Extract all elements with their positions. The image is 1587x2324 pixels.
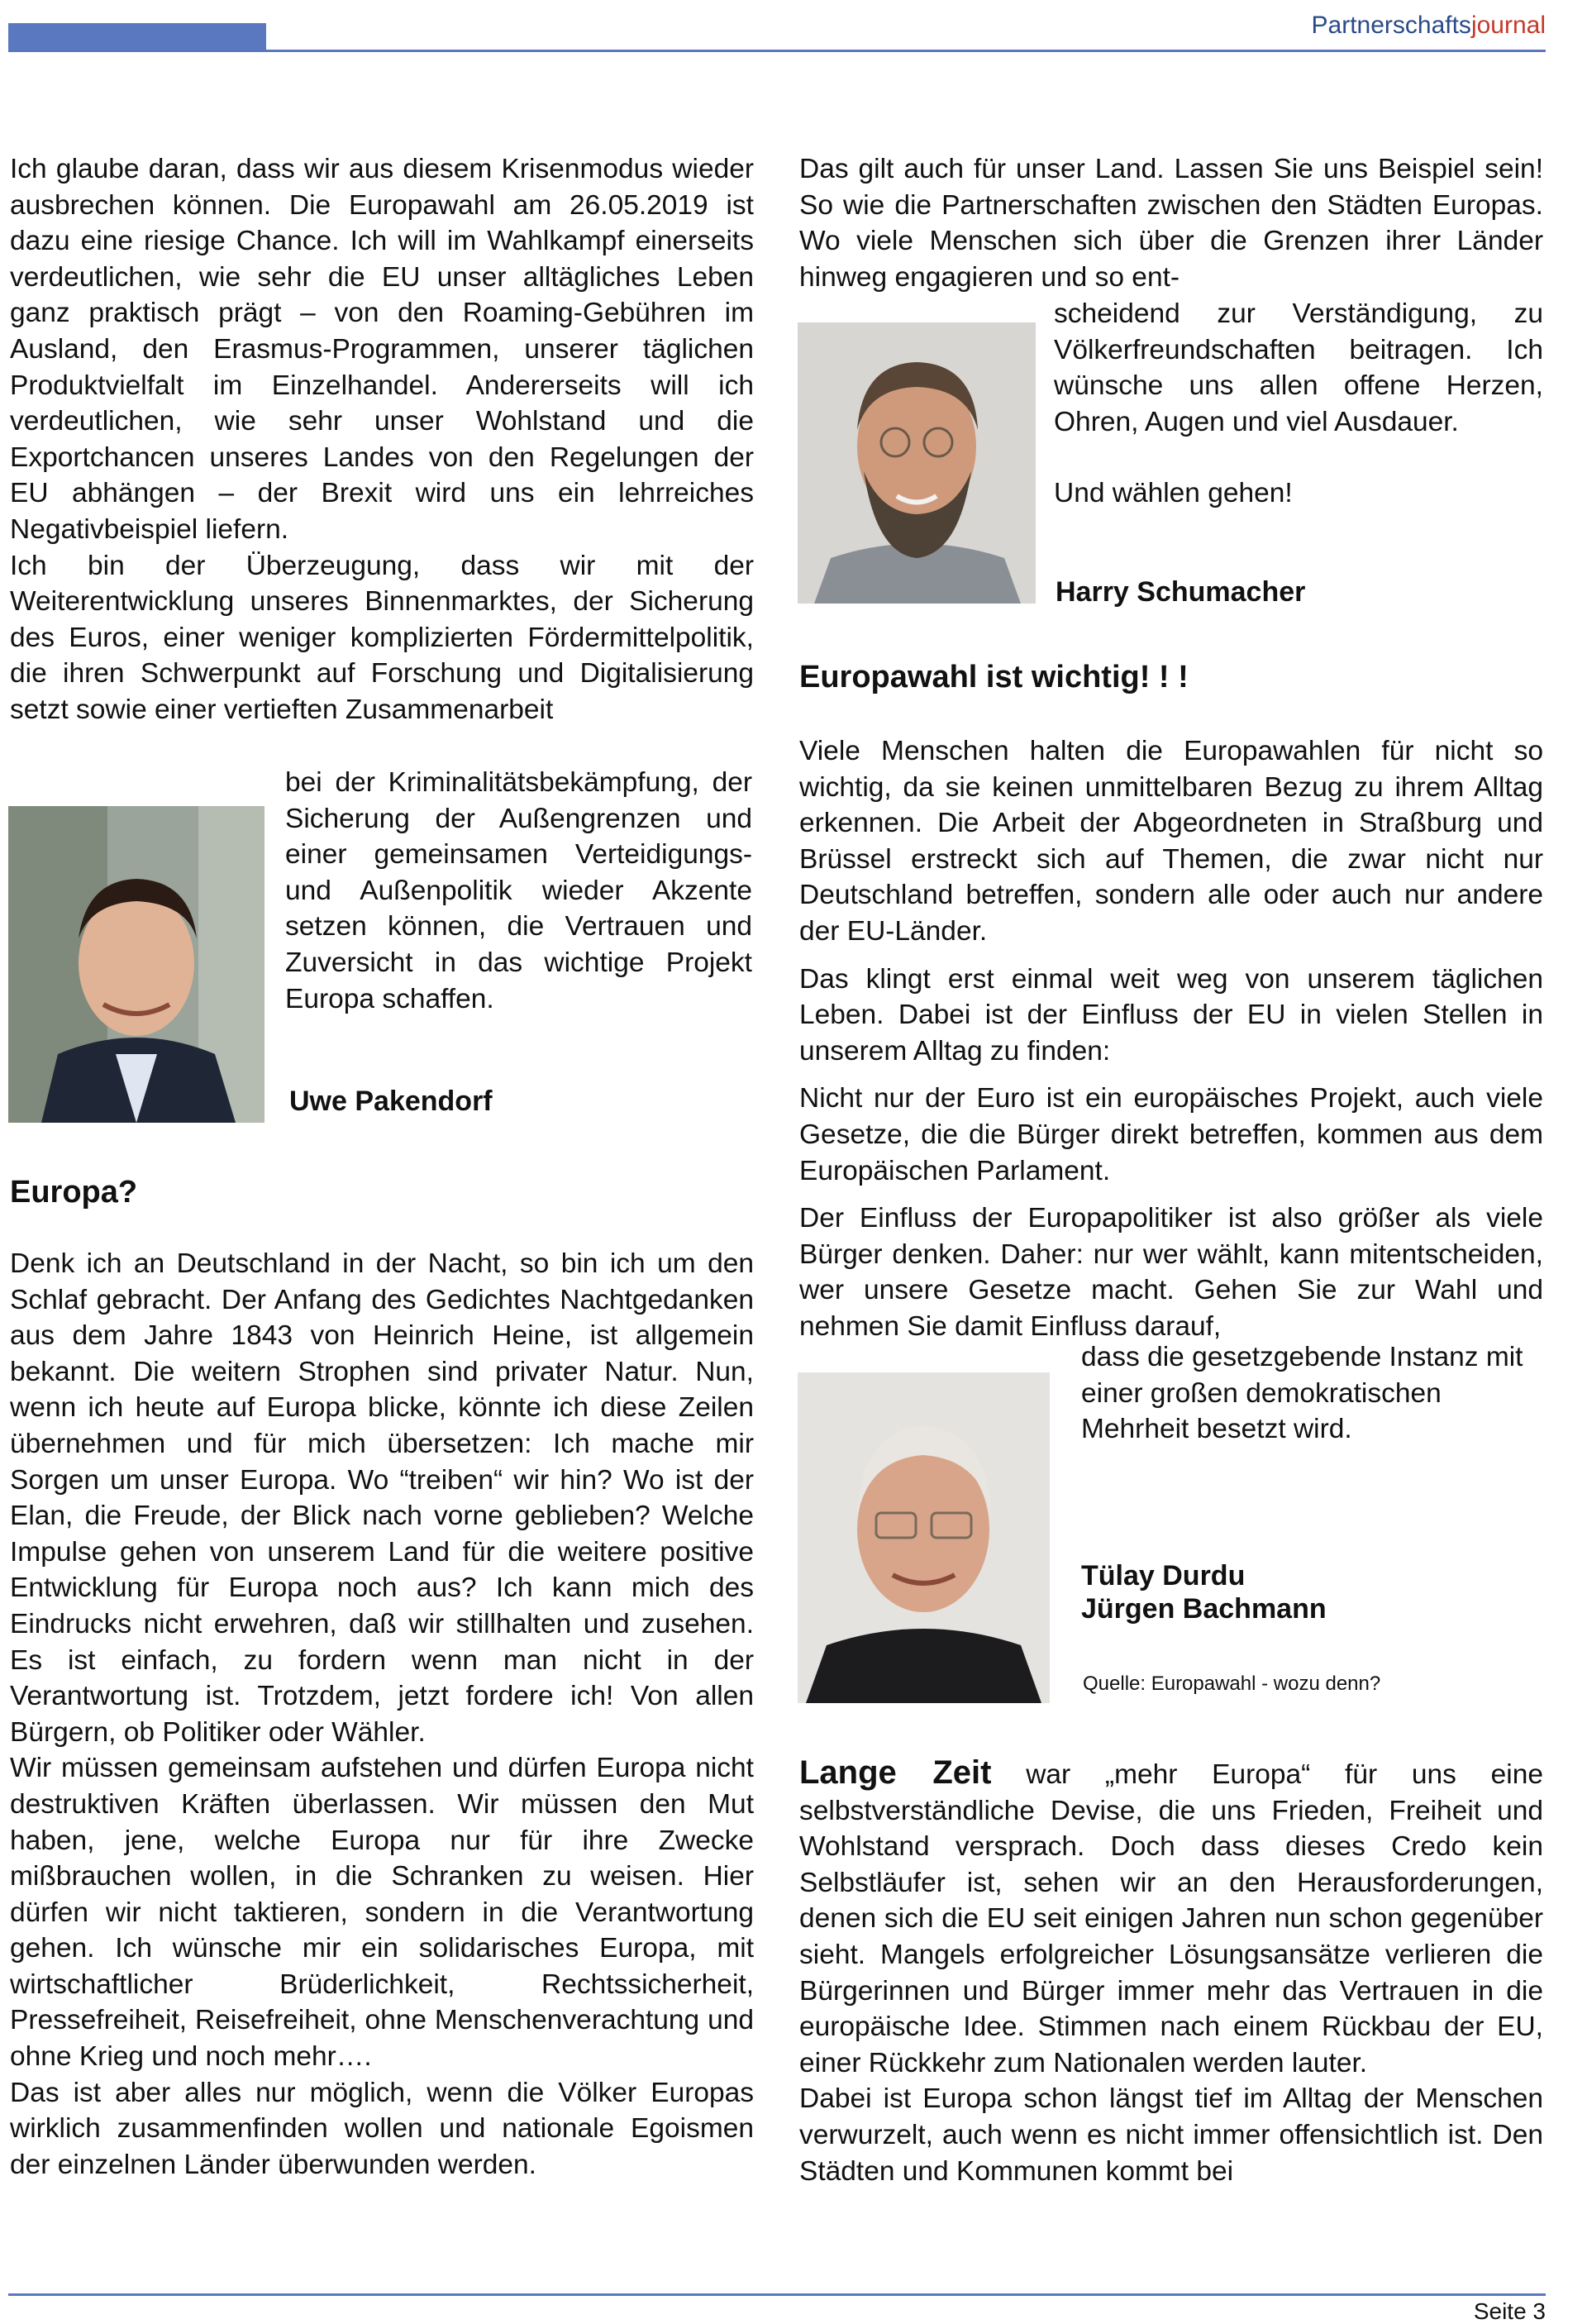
photo-juergen-bachmann xyxy=(798,1372,1050,1703)
paragraph xyxy=(799,1755,1543,2081)
photo-uwe-pakendorf xyxy=(8,806,264,1123)
paragraph: dass die gesetzgebende Instanz mit einer großen demokratischen Mehrheit besetzt wird. xyxy=(1081,1342,1523,1445)
paragraph: Und wählen gehen! xyxy=(1054,478,1293,509)
page-number: Seite 3 xyxy=(1473,2298,1546,2324)
paragraph: bei der Kriminalitätsbekämpfung, der Sicherung der Außengrenzen und einer gemeinsamen Verteidigungs- und Außenpolitik wieder Akzente setzen können, die Vertrauen und Zuversicht in das wichtige Projekt Europa schaffen. xyxy=(285,767,752,1014)
right-column-bottom xyxy=(799,1755,1543,2189)
paragraph: Nicht nur der Euro ist ein europäisches Projekt, auch viele Gesetze, die die Bürger direkt betreffen, kommen aus dem Europäischen Parlament. xyxy=(799,1083,1543,1186)
signature-durdu-bachmann xyxy=(1081,1559,1327,1625)
header-bar xyxy=(8,23,266,50)
heading-europawahl: Europawahl ist wichtig! ! ! xyxy=(799,660,1189,694)
heading-europa: Europa? xyxy=(10,1175,138,1210)
paragraph: Viele Menschen halten die Europawahlen für nicht so wichtig, da sie keinen unmittelbaren Bezug zu ihrem Alltag erkennen. Die Arbeit der Abgeordneten in Straßburg und Brüssel erstreckt sich auf Themen, die zwar nicht nur Deutschland betreffen, sondern alle oder auch nur andere der EU-Länder. xyxy=(799,736,1543,947)
signature-line: Tülay Durdu xyxy=(1081,1560,1246,1591)
title-part-2: journal xyxy=(1470,12,1546,39)
left-column-wrap xyxy=(285,765,752,1017)
paragraph: Das ist aber alles nur möglich, wenn die Völker Europas wirklich zusammenfinden wollen und nationale Egoismen der einzelnen Länder überwunden werden. xyxy=(10,2077,754,2180)
right-column-middle xyxy=(799,733,1543,1345)
source-note: Quelle: Europawahl - wozu denn? xyxy=(1083,1673,1381,1695)
paragraph: Das gilt auch für unser Land. Lassen Sie uns Beispiel sein! So wie die Partnerschaften zwischen den Städten Europas. Wo viele Menschen sich über die Grenzen ihrer Länder hinweg engagieren und so ent- xyxy=(799,154,1543,293)
right-column-wrap-2 xyxy=(1081,1339,1544,1448)
paragraph: scheidend zur Verständigung, zu Völkerfreundschaften beitragen. Ich wünsche uns allen offene Herzen, Ohren, Augen und viel Ausdauer. xyxy=(1054,298,1543,437)
paragraph: Denk ich an Deutschland in der Nacht, so bin ich um den Schlaf gebracht. Der Anfang des Gedichtes Nachtgedanken aus dem Jahre 1843 von Heinrich Heine, ist allgemein bekannt. Die weitern Strophen sind privater Natur. Nun, wenn ich heute auf Europa blicke, könnte ich diese Zeilen übernehmen und für mich übersetzen: Ich mache mir Sorgen um unser Europa. Wo “treiben“ wir hin? Wo ist der Elan, die Freude, der Blick nach vorne geblieben? Welche Impulse gehen von unserem Land für die weitere positive Entwicklung für Europa noch aus? Ich kann mich des Eindrucks nicht erwehren, daß wir stillhalten und zusehen. Es ist einfach, zu fordern wenn man nicht in der Verantwortung ist. Trotzdem, jetzt fordere ich! Von allen Bürgern, ob Politiker oder Wähler. xyxy=(10,1248,754,1748)
header-rule xyxy=(8,50,1546,52)
lead-text: war „mehr Europa“ für uns eine selbstverständliche Devise, die uns Frieden, Freiheit und Wohlstand versprach. Doch dass dieses Credo kein Selbstläufer ist, sehen wir an den Herausforderungen, denen sich die EU seit einigen Jahren nun schon gegenüber sieht. Mangels erfolgreicher Lösungsansätze verlieren die Bürgerinnen und Bürger immer mehr das Vertrauen in die europäische Idee. Stimmen nach einem Rückbau der EU, einer Rückkehr zum Nationalen werden lauter. xyxy=(799,1759,1543,2078)
signature-uwe-pakendorf: Uwe Pakendorf xyxy=(289,1086,493,1117)
signature-harry-schumacher: Harry Schumacher xyxy=(1056,576,1306,608)
left-column-bottom xyxy=(10,1246,754,2183)
lead-bold: Lange Zeit xyxy=(799,1754,992,1791)
publication-title xyxy=(1312,12,1546,40)
footer-rule xyxy=(8,2293,1546,2296)
right-column-wrap xyxy=(1054,296,1543,512)
signature-line: Jürgen Bachmann xyxy=(1081,1593,1327,1625)
paragraph: Der Einfluss der Europapolitiker ist also größer als viele Bürger denken. Daher: nur wer wählt, kann mitentscheiden, wer unsere Gesetze macht. Gehen Sie zur Wahl und nehmen Sie damit Einfluss darauf, xyxy=(799,1203,1543,1342)
paragraph: Ich bin der Überzeugung, dass wir mit der Weiterentwicklung unseres Binnenmarktes, der Sicherung des Euros, einer weniger komplizierten Fördermittelpolitik, die ihren Schwerpunkt auf Forschung und Digitalisierung setzt sowie einer vertieften Zusammenarbeit xyxy=(10,550,754,725)
right-column-top xyxy=(799,151,1543,295)
photo-harry-schumacher xyxy=(798,322,1036,604)
paragraph: Ich glaube daran, dass wir aus diesem Krisenmodus wieder ausbrechen können. Die Europawahl am 26.05.2019 ist dazu eine riesige Chance. Ich will im Wahlkampf einerseits verdeutlichen, wie sehr die EU unser alltägliches Leben ganz praktisch prägt – von den Roaming-Gebühren im Ausland, den Erasmus-Programmen, unserer täglichen Produktvielfalt im Einzelhandel. Andererseits will ich verdeutlichen, wie sehr unser Wohlstand und die Exportchancen unseres Landes von den Regelungen der EU abhängen – der Brexit wird uns ein lehrreiches Negativbeispiel liefern. xyxy=(10,154,754,545)
title-part-1: Partnerschafts xyxy=(1311,12,1471,39)
paragraph: Das klingt erst einmal weit weg von unserem täglichen Leben. Dabei ist der Einfluss der EU in vielen Stellen in unserem Alltag zu finden: xyxy=(799,963,1543,1067)
left-column-top xyxy=(10,151,754,728)
paragraph: Dabei ist Europa schon längst tief im Alltag der Menschen verwurzelt, auch wenn es nicht immer offensichtlich ist. Den Städten und Kommunen kommt bei xyxy=(799,2083,1543,2187)
paragraph: Wir müssen gemeinsam aufstehen und dürfen Europa nicht destruktiven Kräften überlassen. Wir müssen den Mut haben, jene, welche Europa nur für ihre Zwecke mißbrauchen wollen, in die Schranken zu weisen. Hier dürfen wir nicht taktieren, sondern in die Verantwortung gehen. Ich wünsche mir ein solidarisches Europa, mit wirtschaftlicher Brüderlichkeit, Rechtssicherheit, Pressefreiheit, Reisefreiheit, ohne Menschenverachtung und ohne Krieg und noch mehr…. xyxy=(10,1753,754,2073)
